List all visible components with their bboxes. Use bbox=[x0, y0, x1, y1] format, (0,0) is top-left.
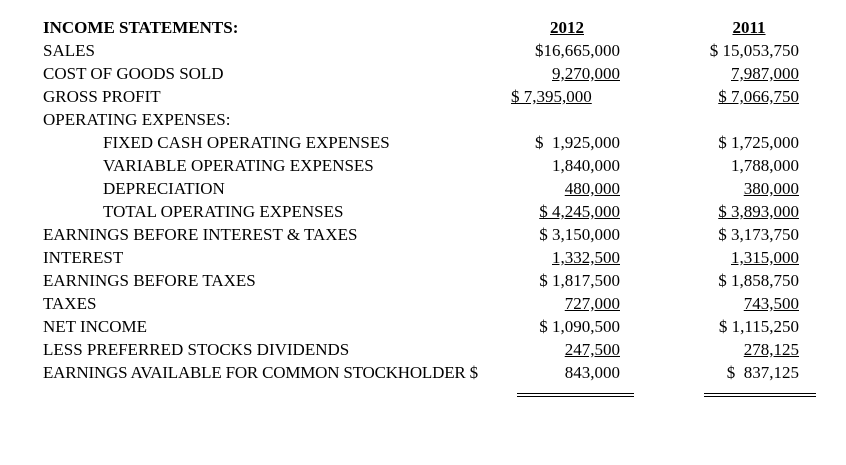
row-label: FIXED CASH OPERATING EXPENSES bbox=[103, 133, 390, 152]
row-fixed-cash-operating-expenses bbox=[0, 131, 846, 154]
column-header-2011: 2011 bbox=[732, 18, 766, 37]
value-2011: 7,987,000 bbox=[731, 64, 799, 83]
row-label: GROSS PROFIT bbox=[43, 87, 161, 106]
value-2012: 727,000 bbox=[564, 294, 620, 313]
value-2012: $ 1,090,500 bbox=[539, 317, 620, 336]
row-cost-of-goods-sold bbox=[0, 62, 846, 85]
value-2011: 1,788,000 bbox=[731, 156, 799, 175]
value-2011: $ 1,725,000 bbox=[718, 133, 799, 152]
value-2012: $ 4,245,000 bbox=[539, 202, 620, 221]
value-2011: $ 1,115,250 bbox=[718, 317, 799, 336]
double-underline-2011 bbox=[704, 393, 816, 397]
row-label: EARNINGS BEFORE INTEREST & TAXES bbox=[43, 225, 358, 244]
row-earnings-before-taxes bbox=[0, 269, 846, 292]
value-2011: 380,000 bbox=[743, 179, 799, 198]
value-2011: 743,500 bbox=[743, 294, 799, 313]
row-label: OPERATING EXPENSES: bbox=[43, 110, 231, 129]
row-variable-operating-expenses bbox=[0, 154, 846, 177]
value-2012: 480,000 bbox=[564, 179, 620, 198]
row-taxes bbox=[0, 292, 846, 315]
row-label: COST OF GOODS SOLD bbox=[43, 64, 224, 83]
value-2012: 843,000 bbox=[564, 363, 620, 382]
value-2012: $ 7,395,000 bbox=[511, 87, 592, 106]
value-2012: $ 1,925,000 bbox=[535, 133, 620, 152]
value-2011: $ 3,893,000 bbox=[718, 202, 799, 221]
row-label: EARNINGS AVAILABLE FOR COMMON STOCKHOLDER $ bbox=[43, 363, 478, 382]
value-2012: $ 3,150,000 bbox=[539, 225, 620, 244]
value-2011: $ 7,066,750 bbox=[718, 87, 799, 106]
row-label: DEPRECIATION bbox=[103, 179, 225, 198]
row-depreciation bbox=[0, 177, 846, 200]
column-header-2012: 2012 bbox=[550, 18, 584, 37]
value-2012: 1,840,000 bbox=[552, 156, 620, 175]
value-2012: 247,500 bbox=[564, 340, 620, 359]
row-label: INTEREST bbox=[43, 248, 124, 267]
double-underline-2012 bbox=[517, 393, 634, 397]
row-label: TOTAL OPERATING EXPENSES bbox=[103, 202, 344, 221]
row-label: SALES bbox=[43, 41, 95, 60]
row-preferred-dividends bbox=[0, 338, 846, 361]
value-2011: 278,125 bbox=[743, 340, 799, 359]
row-gross-profit bbox=[0, 85, 846, 108]
row-operating-expenses-heading bbox=[0, 108, 846, 131]
row-label: NET INCOME bbox=[43, 317, 148, 336]
row-net-income bbox=[0, 315, 846, 338]
value-2011: $ 3,173,750 bbox=[718, 225, 799, 244]
value-2011: $ 837,125 bbox=[726, 363, 799, 382]
row-interest bbox=[0, 246, 846, 269]
value-2012: 9,270,000 bbox=[552, 64, 620, 83]
value-2011: $ 15,053,750 bbox=[709, 41, 799, 60]
row-label: VARIABLE OPERATING EXPENSES bbox=[103, 156, 374, 175]
row-label: TAXES bbox=[43, 294, 97, 313]
row-earnings-available-common bbox=[0, 361, 846, 384]
statement-title: INCOME STATEMENTS: bbox=[43, 18, 239, 37]
row-ebit bbox=[0, 223, 846, 246]
value-2012: $ 1,817,500 bbox=[539, 271, 620, 290]
value-2012: 1,332,500 bbox=[552, 248, 620, 267]
header-row bbox=[0, 16, 846, 39]
row-total-operating-expenses bbox=[0, 200, 846, 223]
row-sales bbox=[0, 39, 846, 62]
value-2012: $16,665,000 bbox=[535, 41, 620, 60]
value-2011: 1,315,000 bbox=[731, 248, 799, 267]
row-label: LESS PREFERRED STOCKS DIVIDENDS bbox=[43, 340, 350, 359]
row-label: EARNINGS BEFORE TAXES bbox=[43, 271, 256, 290]
value-2011: $ 1,858,750 bbox=[718, 271, 799, 290]
